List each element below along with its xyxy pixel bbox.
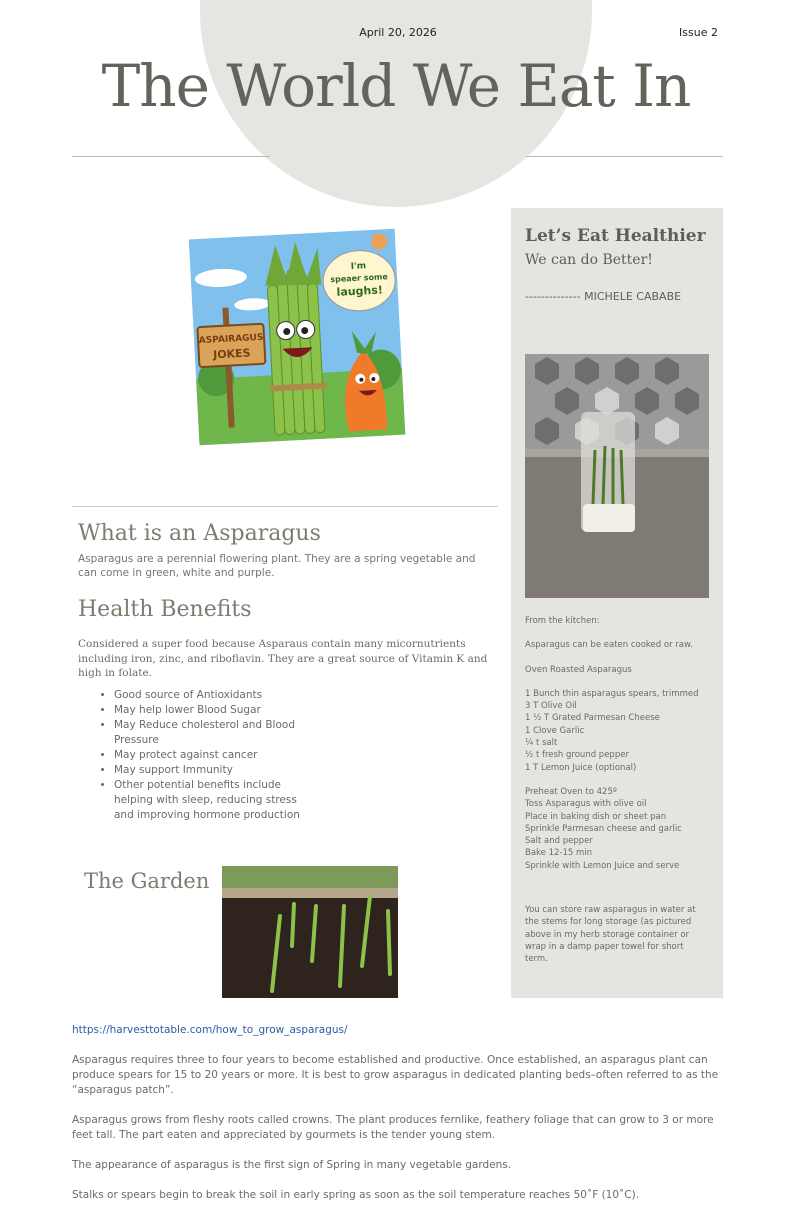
- header-rule-left: [72, 156, 270, 157]
- step: Bake 12-15 min: [525, 848, 593, 859]
- sidebar-title: Let’s Eat Healthier: [525, 226, 706, 246]
- comic-sign-line-1: ASPAIRAGUS: [198, 332, 264, 347]
- author-dashes: --------------: [525, 290, 581, 303]
- sidebar-subtitle: We can do Better!: [525, 252, 653, 268]
- list-item: • May protect against cancer: [114, 748, 314, 763]
- ingredient: 1 T Lemon Juice (optional): [525, 762, 637, 773]
- what-heading: What is an Asparagus: [78, 521, 321, 546]
- comic-bubble-line-1: I'm: [350, 261, 367, 273]
- garden-heading: The Garden: [84, 869, 210, 893]
- step: Salt and pepper: [525, 836, 593, 847]
- step: Sprinkle Parmesan cheese and garlic: [525, 823, 682, 834]
- list-item: • Other potential benefits include helping with sleep, reducing stress and improving hormone production: [114, 778, 314, 823]
- author-name: MICHELE CABABE: [584, 290, 682, 303]
- list-item: • Good source of Antioxidants: [114, 688, 314, 703]
- header-rule-right: [526, 156, 723, 157]
- ingredient: 1 ½ T Grated Parmesan Cheese: [525, 713, 660, 724]
- article-paragraph: The appearance of asparagus is the first sign of Spring in many vegetable gardens.: [72, 1159, 512, 1171]
- list-item: • May Reduce cholesterol and Blood Pressure: [114, 718, 314, 748]
- sidebar-panel: [511, 208, 723, 998]
- sidebar-recipe: [525, 615, 715, 966]
- ingredients-list: [525, 688, 715, 774]
- ingredient: ½ t fresh ground pepper: [525, 750, 629, 761]
- kitchen-intro: From the kitchen:: [525, 616, 600, 626]
- health-intro: Considered a super food because Asparaus contain many micornutrients including iron, zinc, and riboflavin. They are a great source of Vitamin K and high in folate.: [78, 638, 488, 679]
- step: Place in baking dish or sheet pan: [525, 811, 667, 822]
- ingredient: ¼ t salt: [525, 738, 558, 749]
- ingredient: 1 Bunch thin asparagus spears, trimmed: [525, 688, 699, 699]
- list-item: • May support Immunity: [114, 763, 314, 778]
- step: Preheat Oven to 425º: [525, 786, 617, 797]
- what-text: Asparagus are a perennial flowering plant. They are a spring vegetable and can come in green, white and purple.: [78, 553, 476, 579]
- article-paragraph: Stalks or spears begin to break the soil in early spring as soon as the soil temperature reaches 50˚F (10˚C).: [72, 1189, 640, 1201]
- sidebar-author: [525, 290, 681, 303]
- recipe-title: Oven Roasted Asparagus: [525, 664, 632, 675]
- asparagus-jokes-comic: [184, 224, 410, 448]
- comic-bubble-line-3: laughs!: [336, 283, 384, 299]
- article-paragraph: Asparagus grows from fleshy roots called crowns. The plant produces fernlike, feathery foliage that can grow to 3 or more feet tall. The part eaten and appreciated by gourmets is the tender young stem.: [72, 1114, 714, 1141]
- health-heading: Health Benefits: [78, 597, 252, 622]
- asparagus-garden-photo: [222, 866, 398, 998]
- steps-list: [525, 786, 715, 872]
- storage-tip: You can store raw asparagus in water at the stems for long storage (as pictured above in my herb storage container or wrap in a damp paper towel for short term.: [525, 905, 696, 965]
- step: Sprinkle with Lemon Juice and serve: [525, 860, 680, 871]
- issue-number: Issue 2: [679, 26, 718, 39]
- main-rule: [72, 506, 498, 507]
- comic-bubble-line-2: speaer some: [330, 272, 389, 285]
- benefits-list: [96, 688, 314, 823]
- ingredient: 3 T Olive Oil: [525, 701, 577, 712]
- list-item: • May help lower Blood Sugar: [114, 703, 314, 718]
- source-link[interactable]: https://harvesttotable.com/how_to_grow_asparagus/: [72, 1024, 348, 1036]
- ingredient: 1 Clove Garlic: [525, 725, 585, 736]
- asparagus-storage-photo: [525, 354, 709, 598]
- issue-date: April 20, 2026: [359, 26, 437, 39]
- step: Toss Asparagus with olive oil: [525, 799, 647, 810]
- comic-sign-line-2: JOKES: [212, 346, 251, 362]
- article-paragraph: Asparagus requires three to four years to become established and productive. Once established, an asparagus plant can produce spears for 15 to 20 years or more. It is best to grow asparagus in dedicated planting beds–often referred to as the “asparagus patch”.: [72, 1054, 719, 1096]
- newsletter-title: The World We Eat In: [101, 52, 691, 120]
- kitchen-note: Asparagus can be eaten cooked or raw.: [525, 640, 693, 651]
